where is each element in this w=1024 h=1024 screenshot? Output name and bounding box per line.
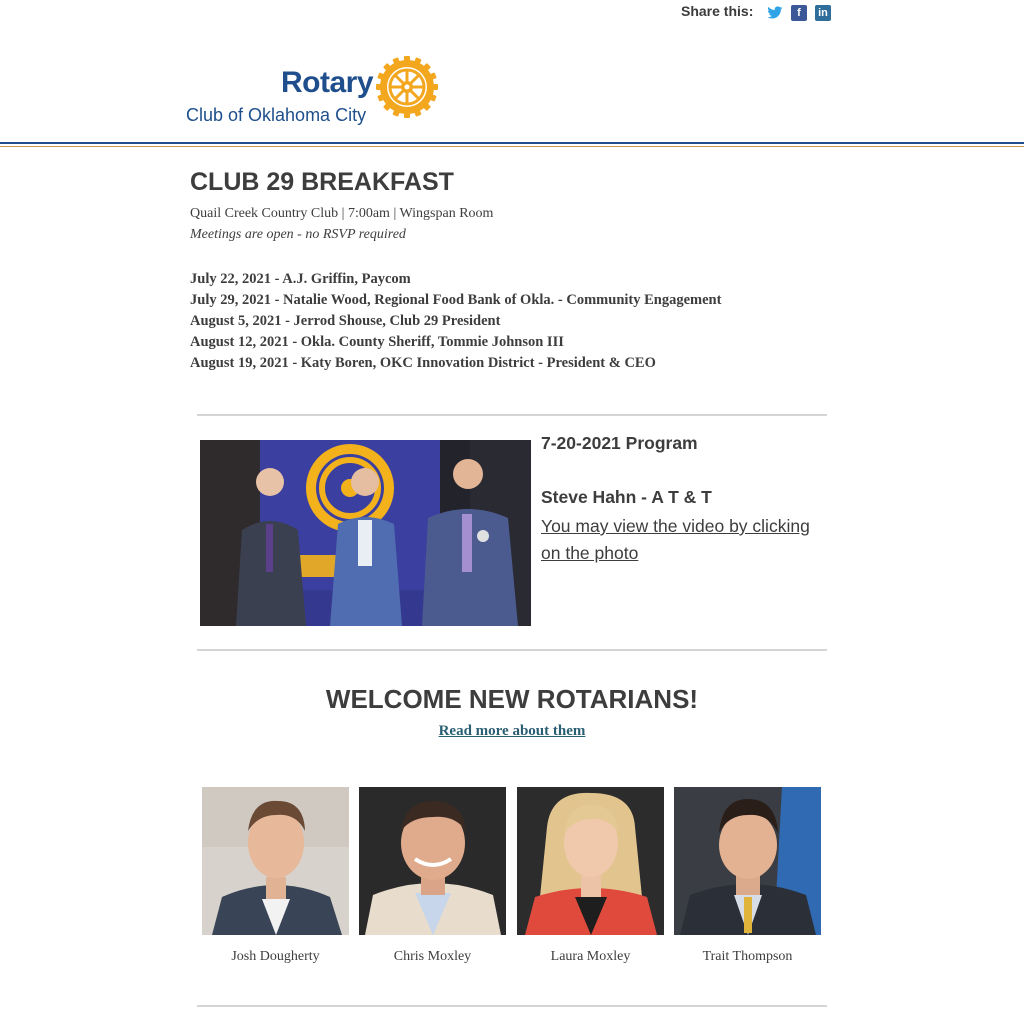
logo-wordmark: Rotary bbox=[281, 66, 374, 99]
speaker-schedule bbox=[190, 269, 721, 374]
breakfast-location: Quail Creek Country Club | 7:00am | Wingspan Room bbox=[190, 206, 494, 221]
linkedin-icon[interactable]: in bbox=[815, 5, 831, 21]
member-photo[interactable] bbox=[359, 787, 506, 935]
member-photo[interactable] bbox=[202, 787, 349, 935]
schedule-item: August 19, 2021 - Katy Boren, OKC Innovation District - President & CEO bbox=[190, 355, 656, 371]
header-rule-gold bbox=[0, 146, 1024, 147]
section-divider bbox=[197, 414, 827, 416]
breakfast-note: Meetings are open - no RSVP required bbox=[190, 227, 406, 242]
member-name: Laura Moxley bbox=[550, 949, 631, 964]
facebook-icon[interactable]: f bbox=[791, 5, 807, 21]
share-bar bbox=[0, 0, 1024, 30]
share-label: Share this: bbox=[681, 3, 754, 19]
logo-subtitle: Club of Oklahoma City bbox=[186, 105, 367, 125]
member-name: Josh Dougherty bbox=[231, 949, 320, 964]
schedule-item: August 5, 2021 - Jerrod Shouse, Club 29 President bbox=[190, 313, 501, 329]
schedule-item: July 22, 2021 - A.J. Griffin, Paycom bbox=[190, 271, 411, 287]
program-video-photo[interactable] bbox=[200, 440, 531, 626]
member-name: Trait Thompson bbox=[702, 949, 793, 964]
twitter-icon[interactable] bbox=[767, 5, 783, 21]
read-more-link[interactable]: Read more about them bbox=[438, 723, 586, 739]
member-photo[interactable] bbox=[674, 787, 821, 935]
breakfast-title: CLUB 29 BREAKFAST bbox=[190, 168, 454, 196]
section-divider bbox=[197, 1005, 827, 1007]
header-rule-blue bbox=[0, 142, 1024, 144]
schedule-item: July 29, 2021 - Natalie Wood, Regional Food Bank of Okla. - Community Engagement bbox=[190, 292, 722, 308]
schedule-item: August 12, 2021 - Okla. County Sheriff, Tommie Johnson III bbox=[190, 334, 564, 350]
welcome-title: WELCOME NEW ROTARIANS! bbox=[325, 684, 699, 714]
rotary-wheel-icon bbox=[376, 56, 438, 118]
program-speaker: Steve Hahn - A T & T bbox=[541, 487, 712, 507]
program-video-link[interactable]: You may view the video by clicking on the photo bbox=[541, 516, 810, 563]
section-divider bbox=[197, 649, 827, 651]
program-date: 7-20-2021 Program bbox=[541, 433, 698, 453]
member-name: Chris Moxley bbox=[393, 949, 472, 964]
member-photo[interactable] bbox=[517, 787, 664, 935]
